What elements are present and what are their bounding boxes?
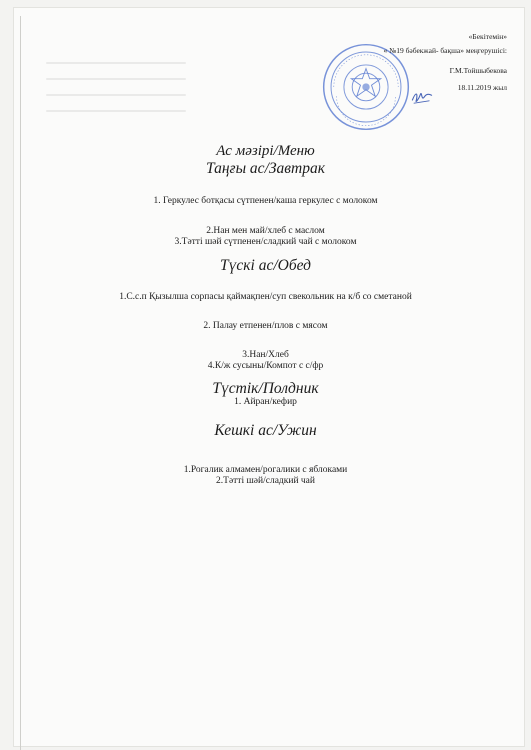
dinner-item: 1.Рогалик алмамен/рогалики с яблоками xyxy=(183,465,348,475)
approval-block xyxy=(287,30,507,95)
breakfast-item: 2.Нан мен май/хлеб с маслом xyxy=(206,226,325,236)
section-title-dinner: Кешкі ас/Ужин xyxy=(214,422,317,439)
section-dinner xyxy=(0,422,531,487)
section-title-breakfast: Таңғы ас/Завтрак xyxy=(206,160,325,177)
lunch-item: 2. Палау етпенен/плов с мясом xyxy=(203,321,328,331)
section-lunch xyxy=(0,257,531,372)
snack-item: 1. Айран/кефир xyxy=(234,397,297,407)
approval-signer: Г.М.Тойшыбекова xyxy=(449,66,507,75)
lunch-item: 1.С.с.п Қызылша сорпасы қаймақпен/суп свекольник на к/б со сметаной xyxy=(119,292,412,302)
section-title-snack: Түстік/Полдник xyxy=(212,380,319,397)
lunch-item: 3.Нан/Хлеб xyxy=(242,350,289,360)
approval-date: 18.11.2019 жыл xyxy=(457,83,507,92)
section-snack xyxy=(0,380,531,408)
menu-title: Ас мәзірі/Меню xyxy=(216,143,315,159)
section-title-lunch: Түскі ас/Обед xyxy=(220,257,311,274)
dinner-item: 2.Тәтті шәй/сладкий чай xyxy=(216,476,315,486)
menu-content xyxy=(0,143,531,487)
approval-heading: «Бекітемін» xyxy=(468,32,507,41)
bleed-through-marks xyxy=(46,48,186,126)
section-breakfast xyxy=(0,160,531,248)
lunch-item: 4.К/ж сусыны/Компот с с/фр xyxy=(207,361,324,371)
breakfast-item: 3.Тәтті шәй сүтпенен/сладкий чай с молоком xyxy=(174,237,357,247)
breakfast-item: 1. Геркулес ботқасы сүтпенен/каша геркулес с молоком xyxy=(153,196,378,206)
approval-position: « №19 бәбекжай- бақша» меңгерушісі: xyxy=(383,46,507,55)
